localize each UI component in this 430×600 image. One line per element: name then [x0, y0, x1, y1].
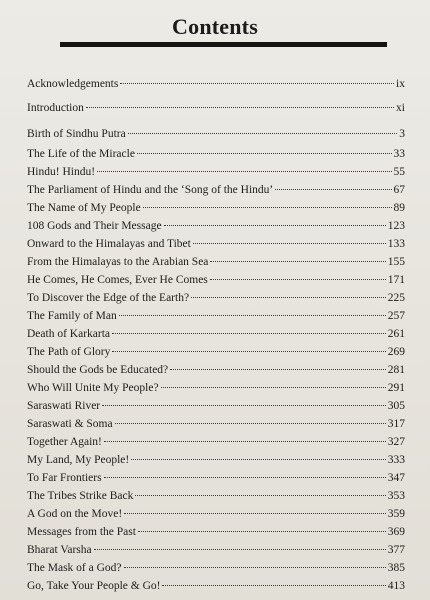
toc-entry-page: 123: [387, 220, 405, 232]
toc-entry-title: Should the Gods be Educated?: [27, 364, 169, 376]
toc-entry: [27, 362, 405, 379]
dot-leader: [137, 153, 392, 154]
toc-entry-title: From the Himalayas to the Arabian Sea: [27, 256, 209, 268]
dot-leader: [119, 315, 386, 316]
toc-entry: [27, 254, 405, 271]
toc-entry: [27, 470, 405, 487]
toc-entry: [27, 488, 405, 505]
toc-entry-page: 353: [387, 490, 405, 502]
toc-entry-title: The Mask of a God?: [27, 562, 122, 574]
toc-entry-title: Go, Take Your People & Go!: [27, 580, 161, 592]
toc-entry-page: 133: [387, 238, 405, 250]
dot-leader: [275, 189, 391, 190]
toc-entry-title: The Family of Man: [27, 310, 117, 322]
toc-entry-title: Hindu! Hindu!: [27, 166, 96, 178]
toc-entry: [27, 290, 405, 307]
toc-entry-page: 155: [387, 256, 405, 268]
toc-entry-page: 359: [387, 508, 405, 520]
toc-entry-page: 269: [387, 346, 405, 358]
toc-entry: [27, 560, 405, 577]
dot-leader: [112, 351, 385, 352]
dot-leader: [164, 225, 386, 226]
toc-entry-title: Introduction: [27, 102, 84, 114]
toc-entry-title: Saraswati River: [27, 400, 101, 412]
toc-entry: [27, 398, 405, 415]
toc-entry-page: 369: [387, 526, 405, 538]
toc-entry-page: 377: [387, 544, 405, 556]
toc-entry-page: 261: [387, 328, 405, 340]
toc-entry-title: Bharat Varsha: [27, 544, 92, 556]
toc-entry-page: ix: [396, 78, 405, 90]
dot-leader: [124, 567, 386, 568]
toc-entry-title: To Discover the Edge of the Earth?: [27, 292, 190, 304]
toc-entry-title: Onward to the Himalayas and Tibet: [27, 238, 191, 250]
dot-leader: [138, 531, 386, 532]
toc-entry-title: The Name of My People: [27, 202, 141, 214]
toc-entry-title: Together Again!: [27, 436, 102, 448]
toc-entry-page: 67: [393, 184, 405, 196]
dot-leader: [124, 513, 386, 514]
dot-leader: [143, 207, 392, 208]
toc-entry-page: 33: [393, 148, 405, 160]
toc-entry-page: 413: [387, 580, 405, 592]
dot-leader: [135, 495, 385, 496]
toc-entry: [27, 182, 405, 199]
dot-leader: [97, 171, 391, 172]
dot-leader: [86, 107, 394, 108]
dot-leader: [170, 369, 386, 370]
toc-entry-title: The Tribes Strike Back: [27, 490, 134, 502]
dot-leader: [120, 83, 394, 84]
toc-entry-page: 89: [393, 202, 405, 214]
dot-leader: [104, 477, 386, 478]
toc-entry: [27, 434, 405, 451]
toc-entry-page: 305: [387, 400, 405, 412]
toc-entry-title: My Land, My People!: [27, 454, 130, 466]
toc-entry: [27, 506, 405, 523]
page-title: Contents: [172, 14, 258, 39]
toc-entry-title: Saraswati & Soma: [27, 418, 113, 430]
toc-entry-title: The Life of the Miracle: [27, 148, 135, 160]
toc-entry-page: 291: [387, 382, 405, 394]
dot-leader: [162, 585, 385, 586]
toc-entry-title: The Parliament of Hindu and the ‘Song of the Hindu’: [27, 184, 274, 196]
dot-leader: [94, 549, 386, 550]
toc-entry-page: 333: [387, 454, 405, 466]
toc-entry-page: 347: [387, 472, 405, 484]
toc-entry-title: Who Will Unite My People?: [27, 382, 159, 394]
dot-leader: [112, 333, 386, 334]
dot-leader: [193, 243, 386, 244]
toc-entry: [27, 344, 405, 361]
dot-leader: [210, 261, 385, 262]
toc-entry-title: The Path of Glory: [27, 346, 111, 358]
dot-leader: [115, 423, 386, 424]
title-rule: [60, 42, 387, 47]
dot-leader: [161, 387, 386, 388]
toc-entry-title: Acknowledgements: [27, 78, 119, 90]
toc-entry: [27, 76, 405, 93]
toc-entry-page: xi: [396, 102, 405, 114]
dot-leader: [128, 133, 398, 134]
toc-entry-page: 281: [387, 364, 405, 376]
toc-entry: [27, 272, 405, 289]
toc-entry-page: 55: [393, 166, 405, 178]
toc-entry: [27, 126, 405, 143]
toc-entry: [27, 326, 405, 343]
toc-entry: [27, 146, 405, 163]
toc-entry-page: 385: [387, 562, 405, 574]
dot-leader: [191, 297, 386, 298]
toc-entry-page: 257: [387, 310, 405, 322]
toc-entry: [27, 164, 405, 181]
toc-entry: [27, 380, 405, 397]
dot-leader: [210, 279, 386, 280]
dot-leader: [104, 441, 386, 442]
toc-entry-page: 317: [387, 418, 405, 430]
toc-entry: [27, 416, 405, 433]
dot-leader: [131, 459, 386, 460]
toc-entry-title: He Comes, He Comes, Ever He Comes: [27, 274, 208, 286]
toc-entry-title: Birth of Sindhu Putra: [27, 128, 126, 140]
toc-entry-page: 3: [399, 128, 405, 140]
toc-entry-page: 327: [387, 436, 405, 448]
toc-entry-title: To Far Frontiers: [27, 472, 102, 484]
toc-entry: [27, 100, 405, 117]
toc-entry-title: A God on the Move!: [27, 508, 123, 520]
toc-entry-title: Messages from the Past: [27, 526, 136, 538]
toc-entry-title: 108 Gods and Their Message: [27, 220, 162, 232]
toc-entry: [27, 218, 405, 235]
toc-entry: [27, 578, 405, 595]
toc-entry: [27, 200, 405, 217]
toc-entry: [27, 542, 405, 559]
toc-entry: [27, 452, 405, 469]
dot-leader: [102, 405, 386, 406]
toc-entry: [27, 236, 405, 253]
toc-entry: [27, 308, 405, 325]
toc-entry-page: 225: [387, 292, 405, 304]
toc-entry-title: Death of Karkarta: [27, 328, 111, 340]
toc-entry-page: 171: [387, 274, 405, 286]
toc-entry: [27, 524, 405, 541]
